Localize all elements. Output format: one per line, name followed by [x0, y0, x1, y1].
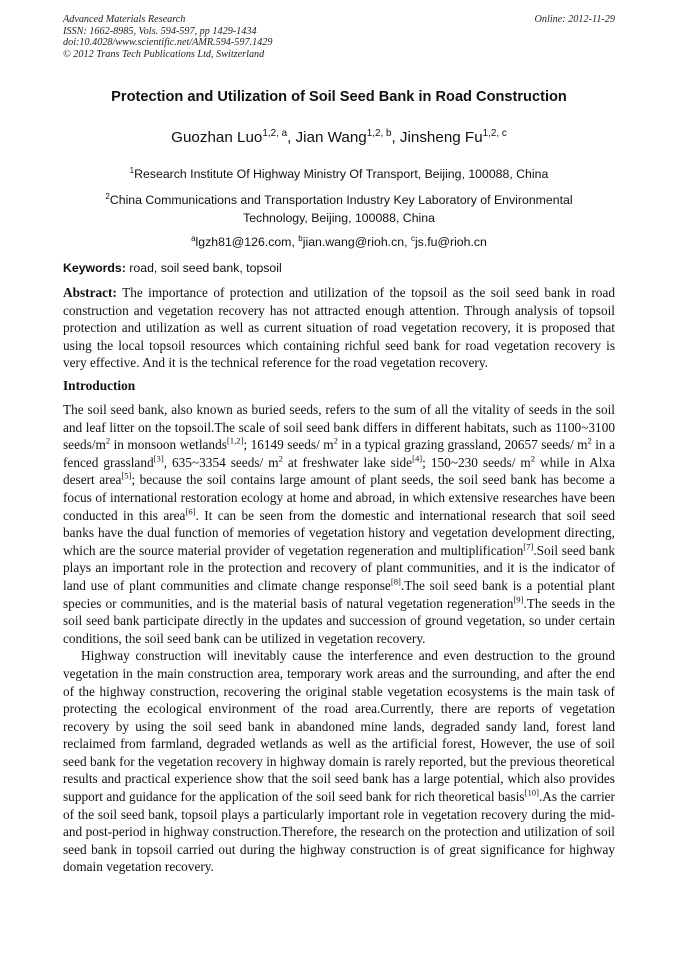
email-address[interactable]: jian.wang@rioh.cn — [302, 235, 405, 249]
email-mark: a — [191, 233, 196, 243]
superscript: 2 — [587, 435, 592, 446]
body-text-run: in monsoon wetlands — [110, 437, 227, 453]
journal-name: Advanced Materials Research — [63, 14, 186, 25]
author-affiliation-mark: 1,2, a — [262, 127, 288, 139]
author-list — [0, 129, 678, 146]
superscript: [1,2] — [226, 435, 244, 446]
email-mark: c — [410, 233, 415, 243]
author-name: Jian Wang — [295, 129, 367, 146]
keywords-text: road, soil seed bank, topsoil — [125, 261, 282, 275]
affiliation-2 — [0, 191, 678, 227]
superscript: [3] — [153, 453, 164, 464]
online-date: Online: 2012-11-29 — [534, 14, 615, 25]
superscript: 2 — [530, 453, 536, 464]
body-text-run: in a typical grazing grassland, 20657 seeds/ m — [337, 437, 588, 453]
email-address[interactable]: lgzh81@126.com — [195, 235, 292, 249]
body-text-run: ; 16149 seeds/ m — [243, 437, 334, 453]
author-name: Jinsheng Fu — [399, 129, 483, 146]
author-separator: , — [391, 129, 400, 146]
doi-line: doi:10.4028/www.scientific.net/AMR.594-597.1429 — [63, 37, 273, 49]
email-address[interactable]: js.fu@rioh.cn — [414, 235, 487, 249]
affiliation-number: 2 — [105, 191, 110, 201]
email-line — [0, 233, 678, 251]
superscript: [5] — [121, 470, 132, 481]
body-text-run: ; 150~230 seeds/ m — [422, 454, 531, 470]
body-text-run: , 635~3354 seeds/ m — [163, 454, 279, 470]
body-text-run: ; because the soil contains large amount of plant seeds, the soil seed bank has become a focus of international restoration ecology at home and abroad, in which extensive researches have been conducted in this area — [63, 472, 615, 523]
body-text-run: Highway construction will inevitably cause the interference and even destruction to the ground vegetation in the main construction area, temporary work areas and the surrounding, and after the end of the highway construction, recovering the original stable vegetation ecosystems is the main task of protecting the ecological environment of the road area.Currently, there are reports of vegetation recovery by using the soil seed bank in abandoned mine lands, degraded sandy land, forest land reclaimed from farmland, degraded wetlands as well as the artificial forest, However, the use of soil seed bank for the vegetation recovery in highway domain is rarely reported, but the previous theoretical results and practical experience show that the soil seed bank has a large potential, which also provides support and guidance for the application of the soil seed bank for rich theoretical basis — [63, 648, 615, 805]
section-heading-introduction: Introduction — [63, 378, 136, 393]
superscript: [6] — [185, 506, 196, 517]
affiliation-number: 1 — [129, 165, 135, 175]
email-separator: , — [291, 235, 299, 249]
issn-line: ISSN: 1662-8985, Vols. 594-597, pp 1429-1434 — [63, 25, 257, 37]
body-text-run: The soil seed bank, also known as buried seeds, refers to the sum of all the vitality of seeds in the soil and leaf litter on the topsoil.The scale of soil seed bank differs in different habitats, such as 1100~3100 seeds/m — [63, 402, 615, 453]
author-affiliation-mark: 1,2, b — [366, 127, 392, 139]
superscript: [10] — [524, 787, 539, 798]
superscript: 2 — [105, 435, 111, 446]
body-text-run: .The seeds in the soil seed bank participate directly in the updates and succession of ground vegetation, so under certain conditions, the soil seed bank can be utilized in vegetation recovery. — [63, 595, 616, 646]
email-mark: b — [298, 233, 303, 243]
body-text-run: at freshwater lake side — [282, 454, 413, 470]
copyright-line: © 2012 Trans Tech Publications Ltd, Switzerland — [63, 48, 265, 60]
superscript: [8] — [390, 576, 401, 587]
paragraph-1 — [63, 401, 615, 647]
author-name: Guozhan Luo — [171, 129, 263, 146]
superscript: [7] — [523, 541, 534, 552]
superscript: [9] — [513, 594, 524, 605]
superscript: 2 — [333, 435, 338, 446]
publication-header — [63, 14, 615, 60]
email-separator: , — [404, 235, 411, 249]
keywords-label: Keywords: — [63, 261, 126, 275]
paper-title: Protection and Utilization of Soil Seed Bank in Road Construction — [111, 89, 567, 105]
body-text-run: .Soil seed bank plays an important role in the protection and recovery of plant communities, and it is the indicator of land use of plant communities and climate change response — [63, 542, 615, 593]
body-text-run: .The soil seed bank is a potential plant species or communities, and is the material basis of natural vegetation regeneration — [63, 577, 616, 611]
affiliation-text: Research Institute Of Highway Ministry Of Transport, Beijing, 100088, China — [134, 167, 549, 181]
introduction-body — [63, 401, 615, 876]
abstract — [63, 284, 615, 372]
keywords-line — [63, 261, 615, 275]
body-text-run: . It can be seen from the domestic and international research that soil seed banks have the dual function of memories of vegetation history and vegetation development directing, which are the source material provider of vegetation regeneration and multiplification — [63, 507, 615, 558]
abstract-label: Abstract: — [63, 285, 117, 300]
body-text-run: .As the carrier of the soil seed bank, topsoil plays a particularly important role in vegetation recovery during the mid- and post-period in highway construction.Therefore, the research on the protection and utilization of soil seed bank in topsoil carried out during the highway construction is of great significance for highway domain vegetation recovery. — [63, 789, 615, 875]
paragraph-2 — [63, 647, 615, 876]
author-affiliation-mark: 1,2, c — [482, 127, 507, 139]
body-text-run: in a fenced grassland — [63, 437, 615, 470]
affiliation-1 — [0, 165, 678, 183]
superscript: [4] — [412, 453, 423, 464]
affiliation-text-continued: Technology, Beijing, 100088, China — [243, 211, 435, 225]
abstract-text: The importance of protection and utilization of the topsoil as the soil seed bank in road construction and vegetation recovery has not attracted enough attention. Through analysis of topsoil protection and utilization as well as current situation of road vegetation recovery, it is proposed that using the local topsoil resources which containing richful seed bank for road vegetation recovery is very effective. And it is the technical reference for the road vegetation recovery. — [63, 285, 615, 371]
affiliation-text: China Communications and Transportation Industry Key Laboratory of Environmental — [109, 193, 573, 207]
superscript: 2 — [278, 453, 283, 464]
author-separator: , — [287, 129, 296, 146]
body-text-run: while in Alxa desert area — [63, 454, 615, 488]
